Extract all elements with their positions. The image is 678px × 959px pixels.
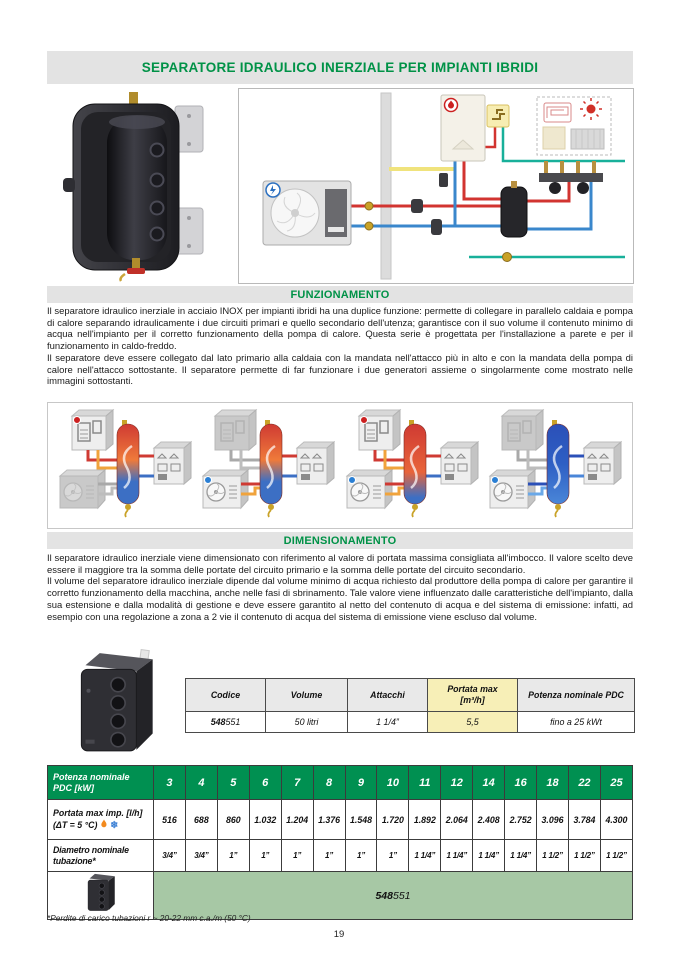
- power-value-cell: 12: [441, 766, 473, 800]
- dimensionamento-text: [47, 553, 633, 623]
- heat-pump-box: [347, 470, 392, 508]
- hydraulic-separator-unit: [501, 181, 527, 237]
- power-value-cell: 22: [568, 766, 600, 800]
- power-value-cell: 11: [409, 766, 441, 800]
- spec-codice-value: 548551: [186, 712, 266, 733]
- diameter-value-cell: 1”: [217, 840, 249, 872]
- mode-boiler-only: [58, 408, 192, 524]
- mode-cooling: [488, 408, 622, 524]
- load-box: [154, 442, 191, 484]
- separator-body: [404, 420, 426, 517]
- pump-icon: [577, 182, 589, 194]
- power-value-cell: 3: [154, 766, 186, 800]
- electric-badge-icon: [205, 476, 212, 483]
- hybrid-system-schematic: [238, 88, 634, 284]
- footnote: *Perdite di carico tubazioni r ~ 20-22 mm c.a./m (50 °C): [47, 913, 251, 923]
- diameter-value-cell: 1”: [345, 840, 377, 872]
- boiler-flow-pipe: [518, 450, 547, 460]
- sizing-row-flow: [48, 800, 633, 840]
- boiler-flow-pipe: [88, 450, 117, 460]
- flow-value-cell: 1.892: [409, 800, 441, 840]
- sizing-code-cell: 548551: [154, 872, 633, 920]
- boiler-box: [72, 410, 113, 450]
- separator-body: [260, 420, 282, 517]
- heat-pump-box: [203, 470, 248, 508]
- diameter-value-cell: 1 1/2”: [537, 840, 569, 872]
- power-value-cell: 18: [537, 766, 569, 800]
- flow-value-cell: 2.752: [505, 800, 537, 840]
- power-value-cell: 5: [217, 766, 249, 800]
- spec-table: [185, 678, 635, 733]
- valve-icon: [503, 253, 512, 262]
- spec-data-row: [186, 712, 635, 733]
- spec-col-attacchi: Attacchi: [348, 679, 428, 712]
- dirt-separator-icon: [431, 219, 442, 235]
- sizing-table: [47, 765, 633, 920]
- inner-cylinder: [107, 115, 167, 260]
- diameter-value-cell: 1”: [313, 840, 345, 872]
- flame-badge-icon: [73, 416, 80, 423]
- spec-col-potenza: Potenza nominale PDC: [518, 679, 635, 712]
- section-heading-funzionamento: FUNZIONAMENTO: [290, 288, 390, 301]
- flow-value-cell: 688: [185, 800, 217, 840]
- snowflake-icon: ❄: [110, 819, 119, 831]
- air-vent-icon: [439, 173, 448, 187]
- dhw-pipe: [485, 127, 495, 147]
- boiler-box: [359, 410, 400, 450]
- funzionamento-paragraph-2: Il separatore deve essere collegato dal lato primario alla caldaia con la mandata nell'attacco più in alto e con la mandata della pompa di calore nell'attacco sottostante. Il separatore permette di far funzionare i due generatori assieme o singolarmente come mostrato nelle immagini sottostanti.: [47, 352, 633, 388]
- spec-portata-value: 5,5: [428, 712, 518, 733]
- diameter-value-cell: 1”: [249, 840, 281, 872]
- flow-value-cell: 860: [217, 800, 249, 840]
- diameter-value-cell: 1 1/4”: [409, 840, 441, 872]
- power-value-cell: 9: [345, 766, 377, 800]
- electric-badge-icon: [492, 476, 499, 483]
- heat-pump-box: [490, 470, 535, 508]
- dimensionamento-paragraph-1: Il separatore idraulico inerziale viene dimensionato con riferimento al valore di portata massima consigliata all'imbocco. Il valore scelto deve essere il maggiore tra la somma delle portate del circuito primario e la somma delle portate del circuito secondario.: [47, 553, 633, 576]
- boiler-unit: [441, 95, 485, 161]
- flow-value-cell: 1.376: [313, 800, 345, 840]
- power-value-cell: 14: [473, 766, 505, 800]
- page-title-bar: [47, 51, 633, 84]
- boiler-box: [215, 410, 256, 450]
- power-value-cell: 16: [505, 766, 537, 800]
- product-thumbnail: [81, 872, 121, 914]
- diameter-value-cell: 1 1/2”: [600, 840, 632, 872]
- sizing-row-diameter: [48, 840, 633, 872]
- flow-value-cell: 1.720: [377, 800, 409, 840]
- dimensionamento-paragraph-2: Il volume del separatore idraulico inerziale dipende dal volume minimo di acqua richiesto dal produttore della pompa di calore per garantire il corretto funzionamento della macchina, anche nelle fasi di sbrinamento. Tale valore viene influenzato dalle caratteristiche dell'impianto, dalla sua estensione e dalla modalità di gestione e deve essere garantito al netto del contenuto di acqua e del sistema di emissione: infatti, ad esempio con una regolazione a zona a 2 vie il contenuto di acqua del sistema di emissione viene escluso dal volume.: [47, 576, 633, 623]
- radiant-floor-icon: [544, 103, 571, 122]
- spec-attacchi-value: 1 1/4”: [348, 712, 428, 733]
- spec-col-volume: Volume: [266, 679, 348, 712]
- flow-value-cell: 2.064: [441, 800, 473, 840]
- heat-pump-box: [60, 470, 105, 508]
- boiler-flow-pipe: [375, 450, 404, 460]
- flow-value-cell: 1.548: [345, 800, 377, 840]
- pump-icon: [549, 182, 561, 194]
- spec-col-portata: Portata max [m³/h]: [428, 679, 518, 712]
- flame-icon: [100, 819, 108, 829]
- electric-badge-icon: [348, 476, 355, 483]
- sizing-label-diameter: Diametro nominale tubazione*: [48, 840, 154, 872]
- sizing-label-power: Potenza nominale PDC [kW]: [48, 766, 154, 800]
- ball-valve-icon: [365, 202, 373, 210]
- wall-divider: [381, 93, 391, 279]
- diameter-value-cell: 1 1/2”: [568, 840, 600, 872]
- radiator-icon: [571, 129, 604, 149]
- product-photo-separator-tank: [55, 90, 227, 282]
- mode-heat-pump-only: [201, 408, 335, 524]
- spec-potenza-value: fino a 25 kWt: [518, 712, 635, 733]
- boiler-flow-pipe: [231, 450, 260, 460]
- diameter-value-cell: 3/4”: [154, 840, 186, 872]
- boiler-box: [502, 410, 543, 450]
- sizing-row-power: [48, 766, 633, 800]
- pump-manifold: [539, 161, 603, 194]
- check-valve-icon: [411, 199, 423, 213]
- tap-icon: [487, 105, 509, 127]
- separator-body: [547, 420, 569, 517]
- power-value-cell: 7: [281, 766, 313, 800]
- heat-pump-unit: [263, 181, 351, 245]
- diameter-value-cell: 1 1/4”: [473, 840, 505, 872]
- section-bar-funzionamento: [47, 286, 633, 303]
- mode-both-generators: [345, 408, 479, 524]
- funzionamento-paragraph-1: Il separatore idraulico inerziale in acciaio INOX per impianti ibridi ha una duplice funzione: permette di collegare in parallelo caldaia e pompa di calore separando idraulicamente i due circuiti primari e quello secondario dell'utenza; garantisce con il suo volume il contenuto minimo di acqua nell'impianto per il corretto funzionamento della pompa di calore. Questa serie è progettata per l'installazione a parete e per il funzionamento in caldo-freddo.: [47, 306, 633, 353]
- spec-volume-value: 50 litri: [266, 712, 348, 733]
- secondary-flow-pipe: [527, 182, 569, 201]
- power-value-cell: 8: [313, 766, 345, 800]
- power-value-cell: 4: [185, 766, 217, 800]
- diameter-value-cell: 1”: [281, 840, 313, 872]
- product-photo-insulated-separator: [62, 648, 170, 760]
- flow-value-cell: 4.300: [600, 800, 632, 840]
- load-box: [584, 442, 621, 484]
- diameter-value-cell: 1 1/4”: [505, 840, 537, 872]
- section-bar-dimensionamento: [47, 532, 633, 549]
- flow-value-cell: 1.204: [281, 800, 313, 840]
- power-value-cell: 25: [600, 766, 632, 800]
- load-box: [297, 442, 334, 484]
- flow-value-cell: 3.784: [568, 800, 600, 840]
- ball-valve-icon: [365, 222, 373, 230]
- panel-icon: [543, 127, 565, 149]
- separator-body: [117, 420, 139, 517]
- flame-badge-icon: [360, 416, 367, 423]
- flow-value-cell: 2.408: [473, 800, 505, 840]
- emitters-box: [537, 97, 611, 155]
- spec-header-row: [186, 679, 635, 712]
- flow-value-cell: 3.096: [537, 800, 569, 840]
- schematic-drawing: [239, 89, 633, 283]
- diameter-value-cell: 1 1/4”: [441, 840, 473, 872]
- power-value-cell: 10: [377, 766, 409, 800]
- funzionamento-text: [47, 306, 633, 388]
- page-number: 19: [333, 929, 345, 940]
- diameter-value-cell: 1”: [377, 840, 409, 872]
- spec-col-codice: Codice: [186, 679, 266, 712]
- diameter-value-cell: 3/4”: [185, 840, 217, 872]
- boiler-flow-pipe: [464, 161, 501, 199]
- flow-value-cell: 516: [154, 800, 186, 840]
- section-heading-dimensionamento: DIMENSIONAMENTO: [283, 534, 397, 547]
- load-box: [441, 442, 478, 484]
- sizing-label-flow: Portata max imp. [l/h] (ΔT = 5 °C) ❄: [48, 800, 154, 840]
- operation-modes-figure: [47, 402, 633, 529]
- flow-value-cell: 1.032: [249, 800, 281, 840]
- page-title: SEPARATORE IDRAULICO INERZIALE PER IMPIANTI IBRIDI: [141, 60, 539, 75]
- power-value-cell: 6: [249, 766, 281, 800]
